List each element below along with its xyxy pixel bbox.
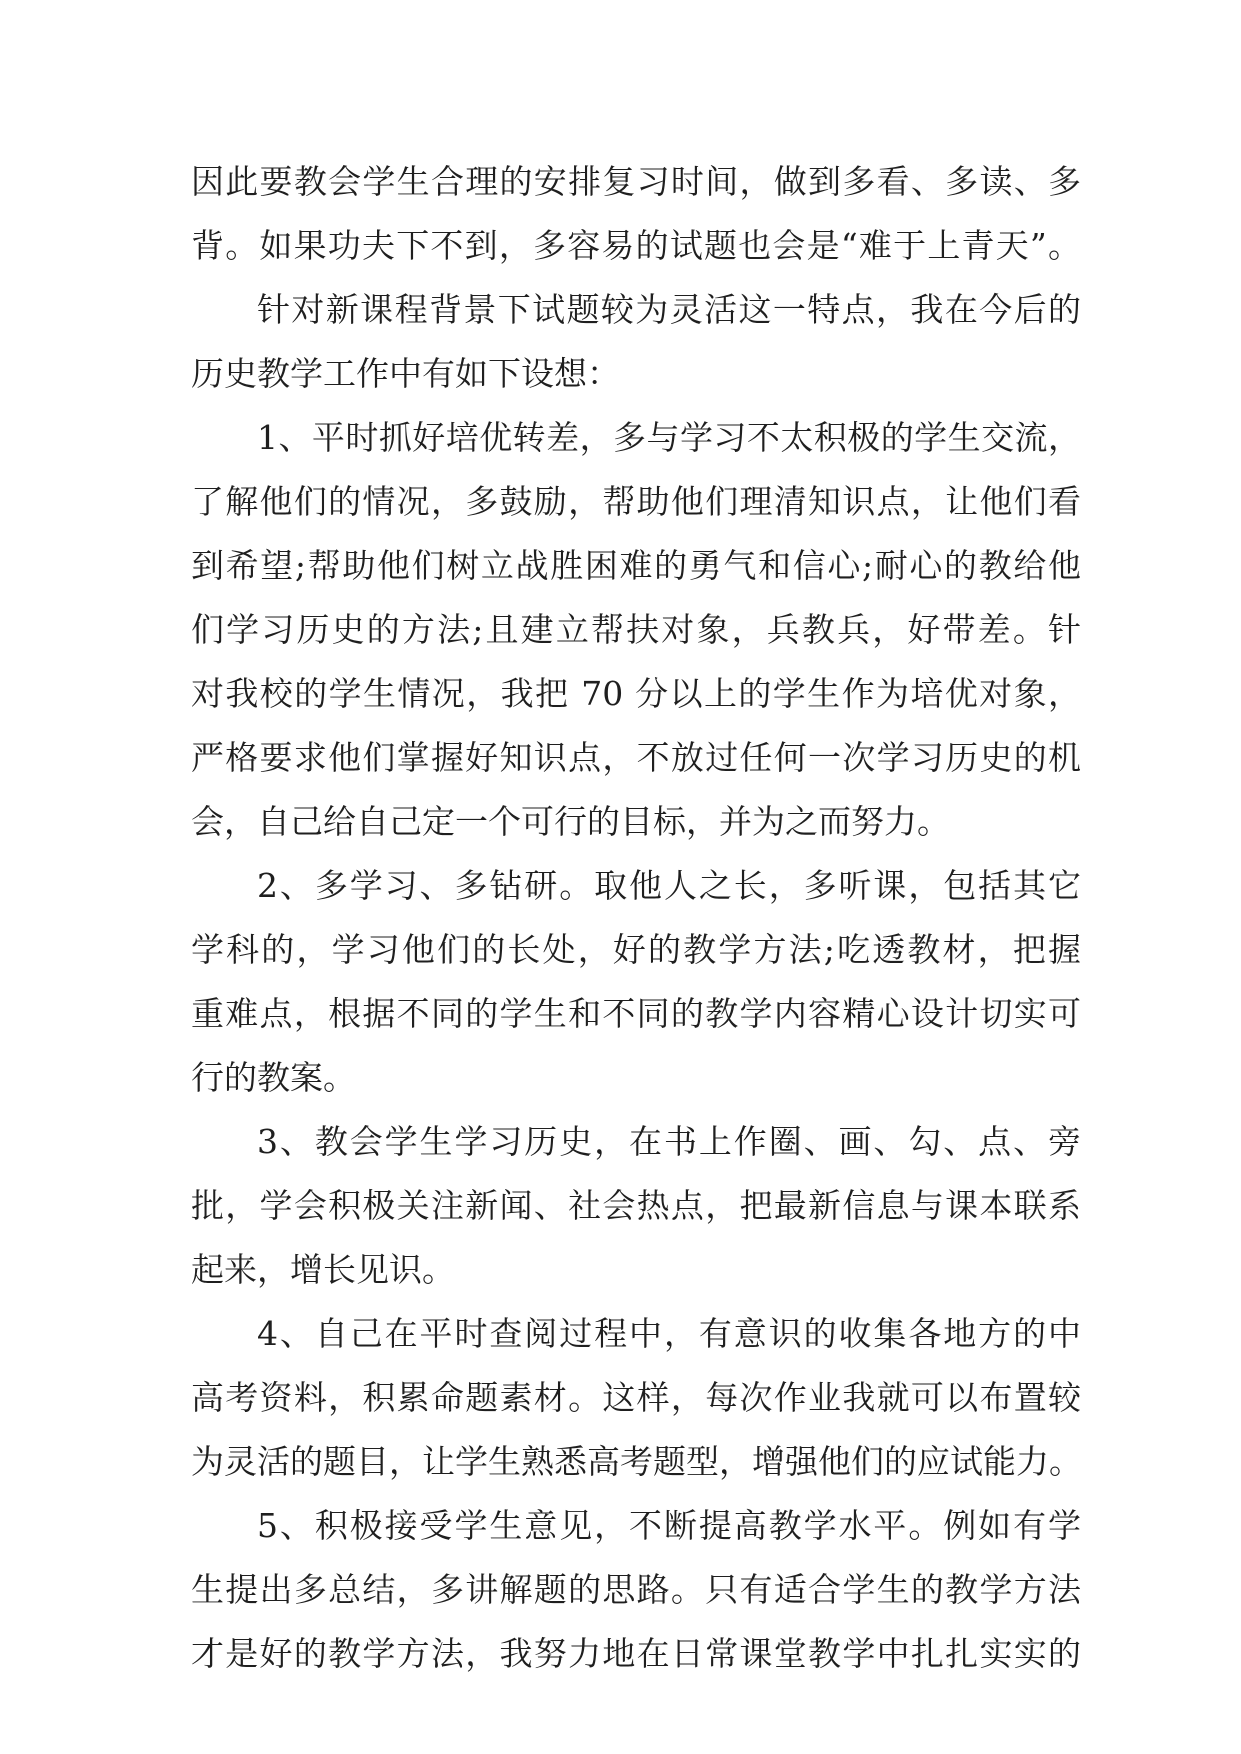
text-line: 高考资料，积累命题素材。这样，每次作业我就可以布置较 [191, 1378, 1081, 1417]
text-line: 才是好的教学方法，我努力地在日常课堂教学中扎扎实实的 [191, 1634, 1081, 1673]
text-line: 们学习历史的方法;且建立帮扶对象，兵教兵，好带差。针 [191, 610, 1081, 649]
paragraph-first-line: 针对新课程背景下试题较为灵活这一特点，我在今后的 [257, 290, 1081, 329]
list-item-3-first-line: 3、教会学生学习历史，在书上作圈、画、勾、点、旁 [257, 1122, 1081, 1161]
text-line: 重难点，根据不同的学生和不同的教学内容精心设计切实可 [191, 994, 1081, 1033]
text-line: 对我校的学生情况，我把 70 分以上的学生作为培优对象， [191, 674, 1081, 713]
list-item-2-first-line: 2、多学习、多钻研。取他人之长，多听课，包括其它 [257, 866, 1081, 905]
text-line: 会，自己给自己定一个可行的目标，并为之而努力。 [191, 802, 950, 841]
text-line: 了解他们的情况，多鼓励，帮助他们理清知识点，让他们看 [191, 482, 1081, 521]
list-item-4-first-line: 4、自己在平时查阅过程中，有意识的收集各地方的中 [257, 1314, 1081, 1353]
text-line: 行的教案。 [191, 1058, 356, 1097]
text-line: 学科的，学习他们的长处，好的教学方法;吃透教材，把握 [191, 930, 1081, 969]
text-line: 批，学会积极关注新闻、社会热点，把最新信息与课本联系 [191, 1186, 1081, 1225]
text-line: 因此要教会学生合理的安排复习时间，做到多看、多读、多 [191, 162, 1081, 201]
text-line: 为灵活的题目，让学生熟悉高考题型，增强他们的应试能力。 [191, 1442, 1082, 1481]
list-item-5-first-line: 5、积极接受学生意见，不断提高教学水平。例如有学 [257, 1506, 1081, 1545]
text-line: 严格要求他们掌握好知识点，不放过任何一次学习历史的机 [191, 738, 1081, 777]
text-line: 生提出多总结，多讲解题的思路。只有适合学生的教学方法 [191, 1570, 1081, 1609]
text-line: 背。如果功夫下不到，多容易的试题也会是“难于上青天”。 [191, 226, 1081, 265]
list-item-1-first-line: 1、平时抓好培优转差，多与学习不太积极的学生交流， [257, 418, 1081, 457]
text-line: 到希望;帮助他们树立战胜困难的勇气和信心;耐心的教给他 [191, 546, 1081, 585]
text-line: 历史教学工作中有如下设想： [191, 354, 620, 393]
text-line: 起来，增长见识。 [191, 1250, 455, 1289]
